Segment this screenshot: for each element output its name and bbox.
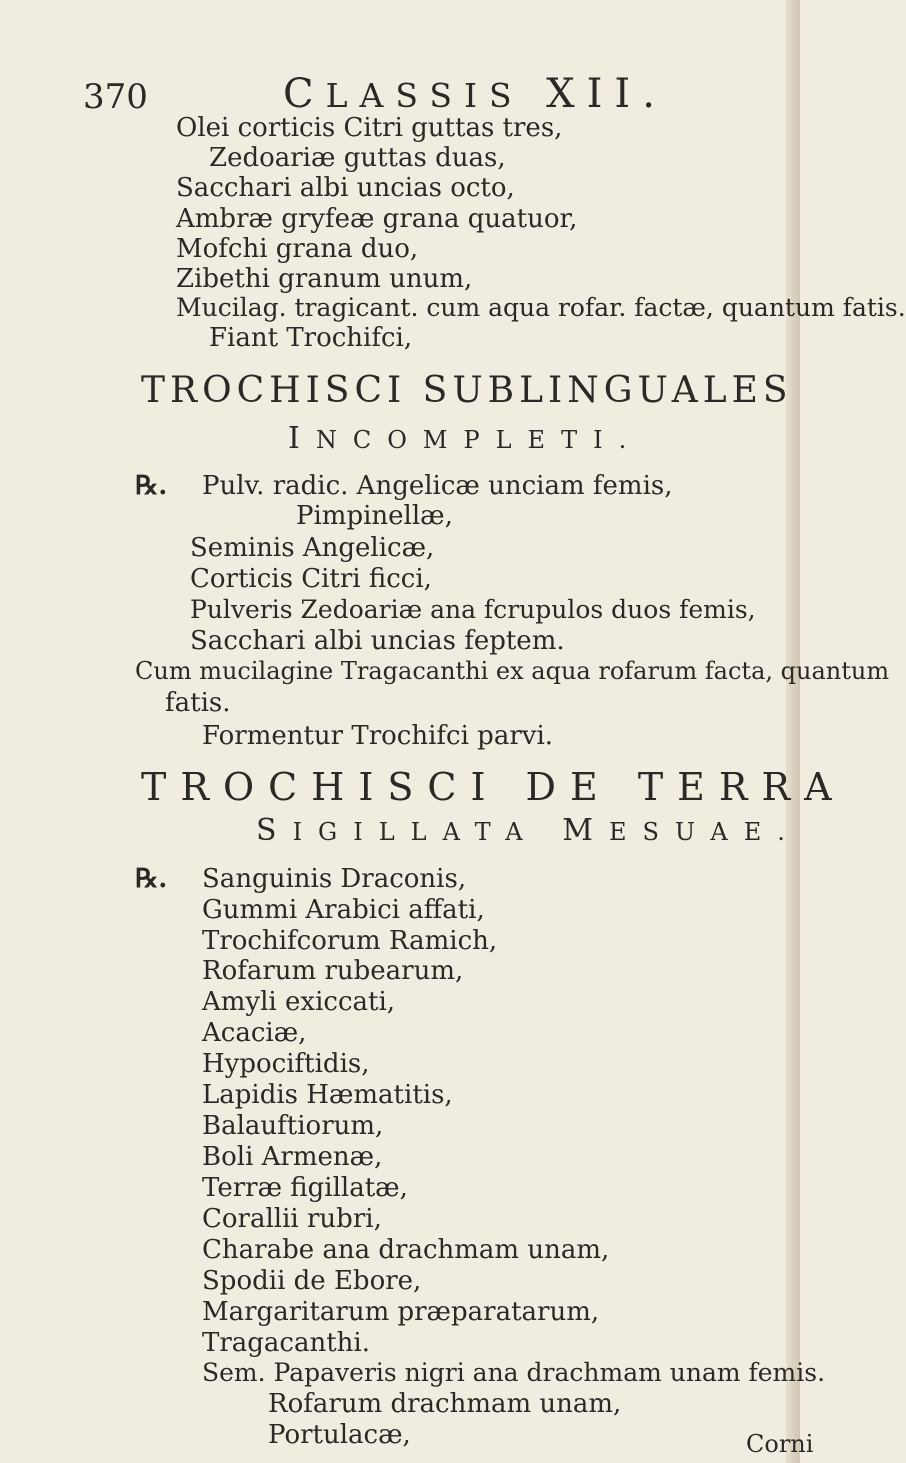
- recipe-line: Corallii rubri,: [202, 1204, 382, 1234]
- recipe-line: Margaritarum præparatarum,: [202, 1297, 600, 1327]
- recipe-line: Sacchari albi uncias feptem.: [190, 626, 565, 656]
- running-head: CLASSIS XII.: [283, 71, 667, 117]
- recipe-line: Mucilag. tragicant. cum aqua rofar. factæ, quantum fatis.: [176, 293, 906, 322]
- recipe-line: fatis.: [165, 688, 231, 718]
- page-number: 370: [83, 77, 148, 117]
- recipe-line: Sem. Papaveris nigri ana drachmam unam femis.: [202, 1358, 826, 1387]
- recipe-line: Boli Armenæ,: [202, 1142, 383, 1172]
- recipe-symbol: ℞.: [135, 471, 168, 501]
- recipe-line: Ambræ gryfeæ grana quatuor,: [176, 204, 578, 234]
- recipe-line: Spodii de Ebore,: [202, 1266, 422, 1296]
- section-subheading: SIGILLATA MESUAE.: [256, 813, 801, 848]
- recipe-line: Portulacæ,: [268, 1420, 411, 1450]
- section-subheading: INCOMPLETI.: [288, 421, 643, 456]
- recipe-line: Terræ figillatæ,: [202, 1173, 408, 1203]
- recipe-line: Balauftiorum,: [202, 1111, 384, 1141]
- recipe-line: Tragacanthi.: [202, 1328, 370, 1358]
- recipe-line: Cum mucilagine Tragacanthi ex aqua rofarum facta, quantum: [135, 657, 890, 685]
- recipe-line: Hypociftidis,: [202, 1049, 370, 1079]
- recipe-line: Formentur Trochifci parvi.: [202, 721, 554, 751]
- recipe-line: Zibethi granum unum,: [176, 264, 473, 294]
- recipe-line: Rofarum drachmam unam,: [268, 1389, 622, 1419]
- recipe-line: Rofarum rubearum,: [202, 956, 464, 986]
- page-gutter-edge: [786, 0, 800, 1463]
- recipe-line: Zedoariæ guttas duas,: [209, 143, 506, 173]
- section-heading: TROCHISCI DE TERRA: [141, 765, 846, 809]
- recipe-line: Pulveris Zedoariæ ana fcrupulos duos femis,: [190, 595, 756, 624]
- recipe-line: Gummi Arabici affati,: [202, 895, 485, 925]
- recipe-line: Sacchari albi uncias octo,: [176, 173, 515, 203]
- recipe-line: Seminis Angelicæ,: [190, 533, 435, 563]
- recipe-line: Pulv. radic. Angelicæ unciam femis,: [202, 471, 673, 501]
- recipe-line: Pimpinellæ,: [296, 501, 453, 531]
- recipe-line: Mofchi grana duo,: [176, 234, 419, 264]
- recipe-line: Lapidis Hæmatitis,: [202, 1080, 453, 1110]
- recipe-line: Amyli exiccati,: [202, 987, 396, 1017]
- recipe-symbol: ℞.: [135, 864, 168, 894]
- catchword: Corni: [746, 1430, 814, 1458]
- recipe-line: Charabe ana drachmam unam,: [202, 1235, 610, 1265]
- recipe-line: Fiant Trochifci,: [209, 323, 413, 353]
- recipe-line: Acaciæ,: [202, 1018, 307, 1048]
- recipe-line: Olei corticis Citri guttas tres,: [176, 113, 563, 143]
- section-heading: TROCHISCI SUBLINGUALES: [141, 370, 793, 411]
- recipe-line: Trochifcorum Ramich,: [202, 926, 498, 956]
- recipe-line: Sanguinis Draconis,: [202, 864, 467, 894]
- recipe-line: Corticis Citri ficci,: [190, 564, 432, 594]
